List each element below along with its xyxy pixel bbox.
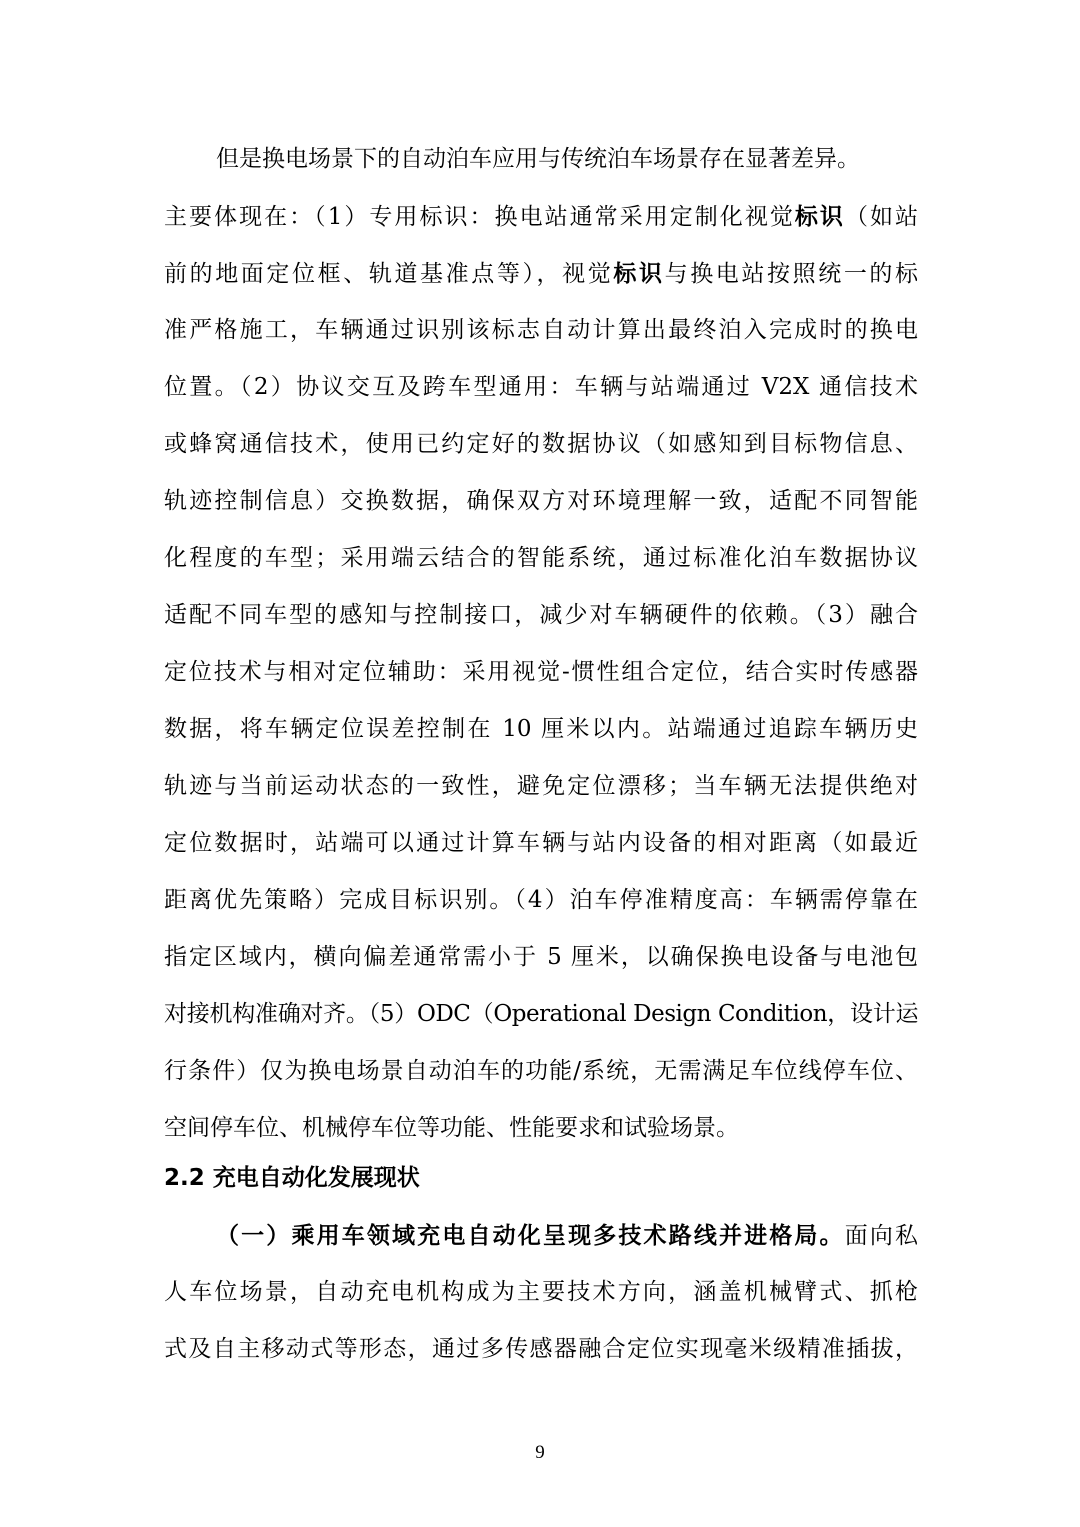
paragraph-line	[216, 1207, 918, 1264]
paragraph-battery-swap-parking	[164, 131, 918, 1157]
paragraph-line	[164, 245, 918, 302]
paragraph-line: 距离优先策略）完成目标识别。（4）泊车停准精度高：车辆需停靠在	[164, 887, 918, 913]
paragraph-line: 指定区域内，横向偏差通常需小于 5 厘米，以确保换电设备与电池包	[164, 944, 918, 970]
text-run: 前的地面定位框、轨道基准点等），视觉	[164, 261, 614, 287]
bold-term: 标识	[794, 203, 845, 230]
page-number: 9	[535, 1442, 545, 1463]
paragraph-line: 轨迹控制信息）交换数据，确保双方对环境理解一致，适配不同智能	[164, 488, 918, 514]
text-run: 与换电站按照统一的标	[664, 261, 919, 287]
paragraph-passenger-car-charging	[164, 1207, 918, 1378]
bold-term: 标识	[613, 260, 665, 287]
paragraph-line: 化程度的车型；采用端云结合的智能系统，通过标准化泊车数据协议	[164, 545, 918, 571]
paragraph-line: 行条件）仅为换电场景自动泊车的功能/系统，无需满足车位线停车位、	[164, 1058, 918, 1084]
text-run: 主要体现在：（1）专用标识：换电站通常采用定制化视觉	[164, 204, 795, 230]
paragraph-line: 人车位场景，自动充电机构成为主要技术方向，涵盖机械臂式、抓枪	[164, 1279, 918, 1305]
paragraph-line: 适配不同车型的感知与控制接口，减少对车辆硬件的依赖。（3）融合	[164, 602, 918, 628]
paragraph-line: 但是换电场景下的自动泊车应用与传统泊车场景存在显著差异。	[216, 146, 860, 172]
paragraph-line: 轨迹与当前运动状态的一致性，避免定位漂移；当车辆无法提供绝对	[164, 773, 918, 799]
paragraph-line: 或蜂窝通信技术，使用已约定好的数据协议（如感知到目标物信息、	[164, 431, 918, 457]
text-run: （如站	[844, 204, 919, 230]
paragraph-line	[164, 188, 918, 245]
section-heading: 2.2 充电自动化发展现状	[164, 1165, 420, 1191]
paragraph-line: 对接机构准确对齐。（5）ODC（Operational Design Condition，设计运	[164, 1001, 918, 1027]
paragraph-line: 准严格施工，车辆通过识别该标志自动计算出最终泊入完成时的换电	[164, 317, 918, 343]
paragraph-line: 定位技术与相对定位辅助：采用视觉-惯性组合定位，结合实时传感器	[164, 659, 918, 685]
text-run: 面向私	[844, 1223, 919, 1249]
paragraph-line: 空间停车位、机械停车位等功能、性能要求和试验场景。	[164, 1115, 739, 1141]
paragraph-line: 位置。（2）协议交互及跨车型通用：车辆与站端通过 V2X 通信技术	[164, 374, 918, 400]
paragraph-line: 定位数据时，站端可以通过计算车辆与站内设备的相对距离（如最近	[164, 830, 918, 856]
paragraph-line: 数据，将车辆定位误差控制在 10 厘米以内。站端通过追踪车辆历史	[164, 716, 918, 742]
paragraph-line: 式及自主移动式等形态，通过多传感器融合定位实现毫米级精准插拔，	[164, 1336, 918, 1362]
bold-lead-sentence: （一）乘用车领域充电自动化呈现多技术路线并进格局。	[216, 1222, 845, 1249]
